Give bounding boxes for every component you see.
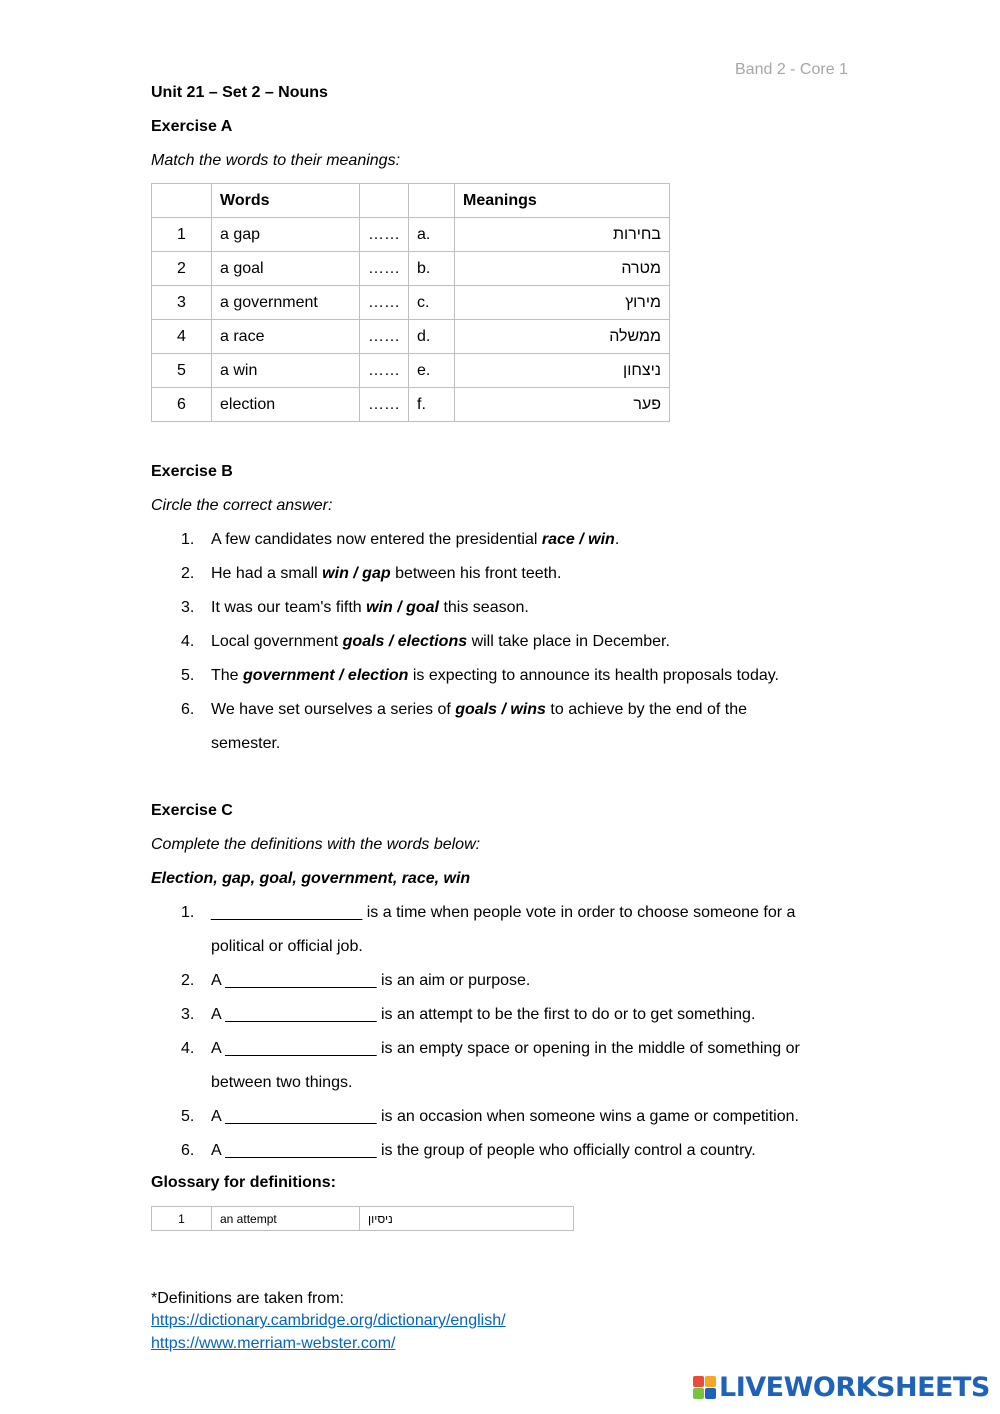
logo-square	[693, 1388, 704, 1399]
row-number: 4	[152, 320, 212, 354]
exercise-a-instruction: Match the words to their meanings:	[151, 152, 401, 169]
item-continuation: semester.	[211, 735, 281, 752]
list-item	[151, 1100, 911, 1134]
item-number: 4.	[181, 633, 195, 650]
row-letter: c.	[409, 286, 455, 320]
row-number: 1	[152, 1207, 212, 1231]
row-number: 5	[152, 354, 212, 388]
item-text: between his front teeth.	[390, 565, 562, 582]
answer-blank[interactable]: ……	[360, 218, 409, 252]
list-item	[151, 1032, 911, 1100]
item-number: 2.	[181, 972, 195, 989]
list-item	[151, 591, 911, 625]
answer-choice[interactable]: goals / wins	[455, 701, 546, 718]
table-row	[152, 388, 670, 422]
table-row	[152, 320, 670, 354]
definition-text[interactable]: A _________________ is an attempt to be the first to do or to get something.	[211, 1006, 756, 1023]
row-number: 1	[152, 218, 212, 252]
list-item	[151, 896, 911, 964]
item-text: He had a small	[211, 565, 323, 582]
item-continuation: political or official job.	[211, 938, 363, 955]
list-item	[151, 964, 911, 998]
item-number: 5.	[181, 667, 195, 684]
row-number: 6	[152, 388, 212, 422]
row-letter: e.	[409, 354, 455, 388]
row-letter: a.	[409, 218, 455, 252]
logo-mark-icon	[693, 1376, 716, 1399]
table-row	[152, 286, 670, 320]
merriam-webster-link[interactable]: https://www.merriam-webster.com/	[151, 1335, 396, 1352]
page-title: Unit 21 – Set 2 – Nouns	[151, 84, 328, 101]
header-words: Words	[212, 184, 360, 218]
definition-text[interactable]: A _________________ is an empty space or opening in the middle of something or	[211, 1040, 800, 1057]
answer-choice[interactable]: race / win	[541, 531, 615, 548]
exercise-b-heading: Exercise B	[151, 463, 233, 480]
word-bank: Election, gap, goal, government, race, win	[151, 870, 471, 887]
item-text: this season.	[439, 599, 529, 616]
header-cell	[152, 184, 212, 218]
definition-text[interactable]: A _________________ is an occasion when someone wins a game or competition.	[211, 1108, 799, 1125]
row-letter: f.	[409, 388, 455, 422]
answer-choice[interactable]: goals / elections	[342, 633, 468, 650]
answer-blank[interactable]: ……	[360, 388, 409, 422]
row-word: a goal	[212, 252, 360, 286]
definition-text[interactable]: A _________________ is an aim or purpose.	[211, 972, 531, 989]
cambridge-link[interactable]: https://dictionary.cambridge.org/dictionary/english/	[151, 1312, 506, 1329]
logo-square	[693, 1376, 704, 1387]
row-meaning	[455, 252, 670, 286]
exercise-a-heading: Exercise A	[151, 118, 233, 135]
item-number: 6.	[181, 701, 195, 718]
answer-blank[interactable]: ……	[360, 354, 409, 388]
item-number: 1.	[181, 531, 195, 548]
exercise-c-heading: Exercise C	[151, 802, 233, 819]
item-number: 4.	[181, 1040, 195, 1057]
table-row	[152, 252, 670, 286]
row-number: 2	[152, 252, 212, 286]
item-text: .	[614, 531, 620, 548]
row-word: election	[212, 388, 360, 422]
header-meanings: Meanings	[455, 184, 670, 218]
meaning-text: ממשלה	[609, 327, 661, 345]
meaning-text: פער	[633, 395, 661, 413]
list-item	[151, 1134, 911, 1168]
meaning-text: ניצחון	[623, 361, 661, 379]
answer-choice[interactable]: government / election	[243, 667, 409, 684]
item-number: 3.	[181, 1006, 195, 1023]
meaning-text: מטרה	[621, 259, 661, 277]
logo-text: LIVEWORKSHEETS	[719, 1372, 990, 1403]
answer-choice[interactable]: win / gap	[322, 565, 391, 582]
exercise-b-list	[151, 523, 911, 761]
row-word: a win	[212, 354, 360, 388]
item-number: 6.	[181, 1142, 195, 1159]
glossary-translation	[360, 1207, 574, 1231]
list-item	[151, 693, 911, 761]
glossary-heading: Glossary for definitions:	[151, 1174, 336, 1191]
item-number: 1.	[181, 904, 195, 921]
sources-note: *Definitions are taken from:	[151, 1290, 344, 1307]
answer-blank[interactable]: ……	[360, 252, 409, 286]
answer-blank[interactable]: ……	[360, 286, 409, 320]
item-text: will take place in December.	[467, 633, 670, 650]
glossary-table	[151, 1206, 574, 1231]
header-cell	[360, 184, 409, 218]
exercise-c-list	[151, 896, 911, 1168]
list-item	[151, 557, 911, 591]
item-number: 3.	[181, 599, 195, 616]
item-text: The	[211, 667, 244, 684]
row-meaning	[455, 320, 670, 354]
row-word: a government	[212, 286, 360, 320]
row-word: a gap	[212, 218, 360, 252]
item-text: A few candidates now entered the presidential	[211, 531, 542, 548]
liveworksheets-logo	[693, 1372, 990, 1403]
item-number: 5.	[181, 1108, 195, 1125]
item-number: 2.	[181, 565, 195, 582]
matching-table	[151, 183, 670, 422]
row-meaning	[455, 354, 670, 388]
table-row	[152, 1207, 574, 1231]
item-text: to achieve by the end of the	[545, 701, 747, 718]
definition-text[interactable]: A _________________ is the group of people who officially control a country.	[211, 1142, 756, 1159]
row-word: a race	[212, 320, 360, 354]
list-item	[151, 625, 911, 659]
meaning-text: מירוץ	[625, 293, 661, 311]
item-text: It was our team's fifth	[211, 599, 367, 616]
translation-text: ניסיון	[368, 1211, 393, 1226]
row-letter: d.	[409, 320, 455, 354]
exercise-c-instruction: Complete the definitions with the words below:	[151, 836, 481, 853]
header-cell	[409, 184, 455, 218]
logo-square	[705, 1388, 716, 1399]
answer-choice[interactable]: win / goal	[366, 599, 439, 616]
item-text: Local government	[211, 633, 343, 650]
glossary-term: an attempt	[212, 1207, 360, 1231]
definition-text[interactable]: _________________ is a time when people vote in order to choose someone for a	[211, 904, 796, 921]
band-label: Band 2 - Core 1	[735, 61, 848, 78]
exercise-b-instruction: Circle the correct answer:	[151, 497, 333, 514]
item-text: We have set ourselves a series of	[211, 701, 456, 718]
logo-square	[705, 1376, 716, 1387]
list-item	[151, 523, 911, 557]
table-row	[152, 218, 670, 252]
row-letter: b.	[409, 252, 455, 286]
answer-blank[interactable]: ……	[360, 320, 409, 354]
row-number: 3	[152, 286, 212, 320]
row-meaning	[455, 388, 670, 422]
row-meaning	[455, 218, 670, 252]
row-meaning	[455, 286, 670, 320]
list-item	[151, 659, 911, 693]
table-row	[152, 354, 670, 388]
list-item	[151, 998, 911, 1032]
item-continuation: between two things.	[211, 1074, 353, 1091]
item-text: is expecting to announce its health proposals today.	[408, 667, 779, 684]
matching-table-header	[152, 184, 670, 218]
meaning-text: בחירות	[612, 225, 661, 243]
